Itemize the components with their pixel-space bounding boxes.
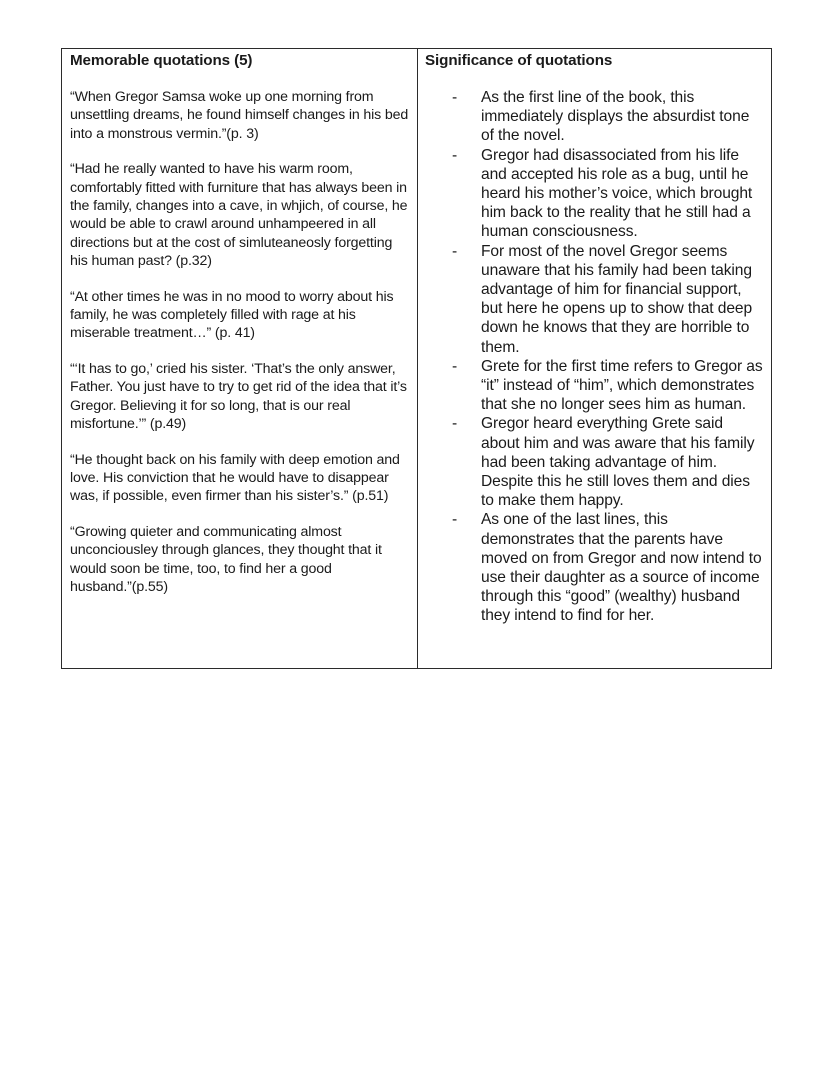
dash-bullet-icon: -: [452, 146, 458, 164]
dash-bullet-icon: -: [452, 242, 458, 260]
quotation-3: “At other times he was in no mood to worry about his family, he was completely filled with rage at his miserable treatment…” (p. 41): [70, 288, 394, 342]
dash-bullet-icon: -: [452, 89, 458, 106]
memorable-quotations-header: Memorable quotations (5): [70, 52, 253, 69]
significance-text: As one of the last lines, this demonstrates that the parents have moved on from Gregor and now intend to use their daughter as a source of income through this “good” (wealthy) husband they intend to find for her.: [481, 511, 762, 625]
significance-item: [425, 146, 765, 242]
quotations-table: [61, 48, 772, 669]
dash-bullet-icon: -: [452, 415, 458, 433]
memorable-quotations-column: [62, 49, 418, 668]
quotation-6: “Growing quieter and communicating almost unconciousley through glances, they thought that it would soon be time, too, to find her a good husband.”(p.55): [70, 524, 382, 596]
quotation-4: “‘It has to go,’ cried his sister. ‘That’s the only answer, Father. You just have to try to get rid of the idea that it’s Gregor. Believing it for so long, that is our real misfortune.’” (p.49): [70, 361, 407, 432]
significance-list: [425, 88, 765, 626]
quotation-1: “When Gregor Samsa woke up one morning from unsettling dreams, he found himself changes in his bed into a monstrous vermin.”(p. 3): [70, 89, 409, 142]
significance-text: Gregor had disassociated from his life and accepted his role as a bug, until he heard his mother’s voice, which brought him back to the reality that he still had a human consciousness.: [481, 146, 753, 241]
quotation-5: “He thought back on his family with deep emotion and love. His conviction that he would have to disappear was, if possible, even firmer than his sister’s.” (p.51): [70, 451, 400, 505]
significance-text: As the first line of the book, this immediately displays the absurdist tone of the novel.: [481, 89, 750, 145]
quotation-2: “Had he really wanted to have his warm room, comfortably fitted with furniture that has always been in the family, changes into a cave, in whjich, of course, he would be able to crawl around unhampeered in all directions but at the cost of simluteaneosly forgetting his human past? (p.32): [70, 161, 408, 269]
dash-bullet-icon: -: [452, 511, 458, 529]
significance-header: Significance of quotations: [425, 52, 613, 69]
significance-text: Gregor heard everything Grete said about him and was aware that his family had been taking advantage of him. Despite this he still loves them and dies to make them happy.: [481, 415, 755, 510]
significance-item: [425, 357, 765, 415]
significance-column: [418, 49, 771, 668]
significance-text: For most of the novel Gregor seems unaware that his family had been taking advantage of him for financial support, but here he opens up to show that deep down he knows that they are horrible to them.: [481, 242, 753, 356]
significance-item: [425, 510, 765, 625]
significance-item: [425, 414, 765, 510]
significance-item: [425, 242, 765, 357]
significance-text: Grete for the first time refers to Gregor as “it” instead of “him”, which demonstrates that she no longer sees him as human.: [481, 357, 763, 414]
significance-item: [425, 88, 765, 146]
dash-bullet-icon: -: [452, 357, 458, 375]
